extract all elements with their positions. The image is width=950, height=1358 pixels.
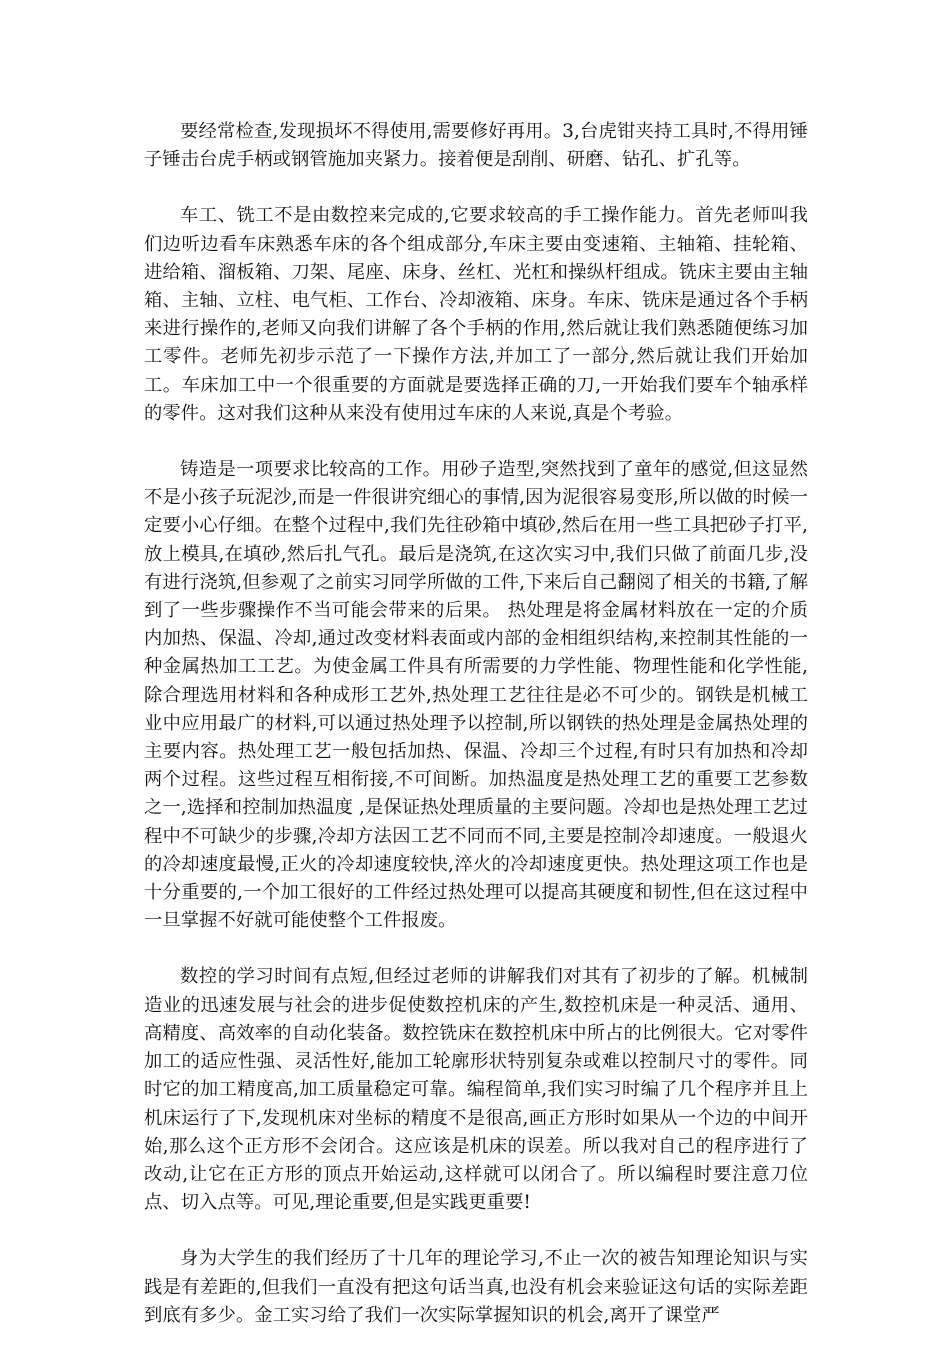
document-page bbox=[144, 118, 808, 1358]
paragraph-bench-work: 要经常检查,发现损坏不得使用,需要修好再用。3,台虎钳夹持工具时,不得用锤子锤击台虎手柄或钢管施加夹紧力。接着便是刮削、研磨、钻孔、扩孔等。 bbox=[144, 121, 808, 171]
paragraph-cnc: 数控的学习时间有点短,但经过老师的讲解我们对其有了初步的了解。机械制造业的迅速发展与社会的进步促使数控机床的产生,数控机床是一种灵活、通用、高精度、高效率的自动化装备。数控铣床在数控机床中所占的比例很大。它对零件加工的适应性强、灵活性好,能加工轮廓形状特别复杂或难以控制尺寸的零件。同时它的加工精度高,加工质量稳定可靠。编程简单,我们实习时编了几个程序并且上机床运行了下,发现机床对坐标的精度不是很高,画正方形时如果从一个边的中间开始,那么这个正方形不会闭合。这应该是机床的误差。所以我对自己的程序进行了改动,让它在正方形的顶点开始运动,这样就可以闭合了。所以编程时要注意刀位点、切入点等。可见,理论重要,但是实践更重要! bbox=[144, 966, 808, 1214]
paragraph-casting-heat-treatment: 铸造是一项要求比较高的工作。用砂子造型,突然找到了童年的感觉,但这显然不是小孩子玩泥沙,而是一件很讲究细心的事情,因为泥很容易变形,所以做的时候一定要小心仔细。在整个过程中,我们先往砂箱中填砂,然后在用一些工具把砂子打平,放上模具,在填砂,然后扎气孔。最后是浇筑,在这次实习中,我们只做了前面几步,没有进行浇筑,但参观了之前实习同学所做的工件,下来后自己翻阅了相关的书籍,了解到了一些步骤操作不当可能会带来的后果。 热处理是将金属材料放在一定的介质内加热、保温、冷却,通过改变材料表面或内部的金相组织结构,来控制其性能的一种金属热加工工艺。为使金属工件具有所需要的力学性能、物理性能和化学性能,除合理选用材料和各种成形工艺外,热处理工艺往往是必不可少的。钢铁是机械工业中应用最广的材料,可以通过热处理予以控制,所以钢铁的热处理是金属热处理的主要内容。热处理工艺一般包括加热、保温、冷却三个过程,有时只有加热和冷却两个过程。这些过程互相衔接,不可间断。加热温度是热处理工艺的重要工艺参数之一,选择和控制加热温度 ,是保证热处理质量的主要问题。冷却也是热处理工艺过程中不可缺少的步骤,冷却方法因工艺不同而不同,主要是控制冷却速度。一般退火的冷却速度最慢,正火的冷却速度较快,淬火的冷却速度更快。热处理这项工作也是十分重要的,一个加工很好的工件经过热处理可以提高其硬度和韧性,但在这过程中一旦掌握不好就可能使整个工件报废。 bbox=[144, 459, 808, 932]
paragraph-lathe-milling: 车工、铣工不是由数控来完成的,它要求较高的手工操作能力。首先老师叫我们边听边看车床熟悉车床的各个组成部分,车床主要由变速箱、主轴箱、挂轮箱、进给箱、溜板箱、刀架、尾座、床身、丝杠、光杠和操纵杆组成。铣床主要由主轴箱、主轴、立柱、电气柜、工作台、冷却液箱、床身。车床、铣床是通过各个手柄来进行操作的,老师又向我们讲解了各个手柄的作用,然后就让我们熟悉随便练习加工零件。老师先初步示范了一下操作方法,并加工了一部分,然后就让我们开始加工。车床加工中一个很重要的方面就是要选择正确的刀,一开始我们要车个轴承样的零件。这对我们这种从来没有使用过车床的人来说,真是个考验。 bbox=[144, 205, 808, 424]
paragraph-reflection: 身为大学生的我们经历了十几年的理论学习,不止一次的被告知理论知识与实践是有差距的,但我们一直没有把这句话当真,也没有机会来验证这句话的实际差距到底有多少。金工实习给了我们一次实际掌握知识的机会,离开了课堂严 bbox=[144, 1248, 808, 1326]
